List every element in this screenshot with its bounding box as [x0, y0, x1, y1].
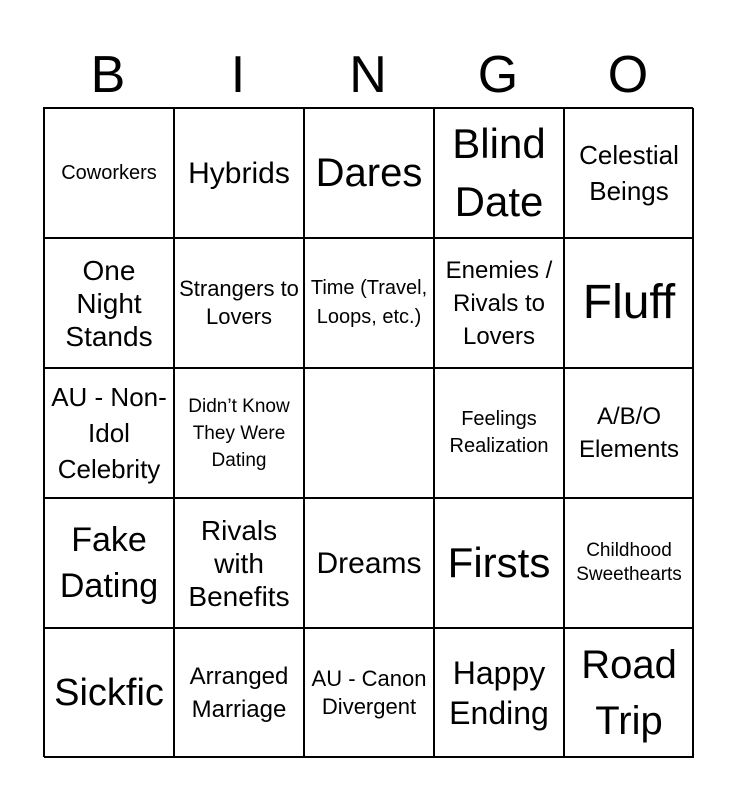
bingo-cell[interactable]: [564, 368, 694, 498]
cell-text: One Night Stands: [65, 254, 153, 352]
cell-text: Coworkers: [61, 161, 157, 184]
bingo-cell[interactable]: [434, 498, 564, 628]
cell-text: Road Trip: [581, 643, 677, 743]
bingo-cell[interactable]: [564, 108, 694, 238]
header-letter-i: I: [230, 46, 246, 104]
bingo-cell[interactable]: [304, 238, 434, 368]
bingo-cell[interactable]: [304, 498, 434, 628]
cell-text: AU - Canon Divergent: [311, 666, 427, 719]
bingo-cell[interactable]: [174, 108, 304, 238]
cell-text: Dreams: [316, 546, 422, 580]
header-letter-b: B: [90, 46, 126, 104]
bingo-cell[interactable]: [174, 368, 304, 498]
bingo-header: [43, 42, 693, 108]
bingo-cell[interactable]: [44, 108, 174, 238]
bingo-board: [43, 107, 693, 757]
cell-text: Firsts: [447, 539, 551, 586]
header-letter-n: N: [349, 46, 387, 104]
cell-text: A/B/O Elements: [578, 403, 680, 463]
bingo-cell[interactable]: [434, 628, 564, 758]
bingo-cell[interactable]: [434, 238, 564, 368]
cell-text: Time (Travel, Loops, etc.): [310, 277, 428, 328]
bingo-cell[interactable]: [434, 368, 564, 498]
cell-text: Childhood Sweethearts: [576, 540, 682, 585]
header-letter-g: G: [477, 46, 519, 104]
bingo-cell[interactable]: [564, 238, 694, 368]
cell-text: Happy Ending: [449, 655, 549, 731]
cell-text: Blind Date: [452, 120, 546, 225]
bingo-cell[interactable]: [44, 368, 174, 498]
cell-text: Feelings Realization: [449, 408, 549, 457]
cell-text: Strangers to Lovers: [179, 276, 299, 329]
cell-text: Hybrids: [188, 156, 290, 190]
cell-text: Fake Dating: [59, 521, 159, 605]
bingo-cell[interactable]: [564, 498, 694, 628]
bingo-cell[interactable]: [304, 628, 434, 758]
bingo-cell-free[interactable]: [304, 368, 434, 498]
cell-text: Sickfic: [54, 672, 164, 714]
bingo-cell[interactable]: [174, 238, 304, 368]
cell-text: Fluff: [582, 276, 676, 329]
cell-text: Enemies / Rivals to Lovers: [445, 256, 553, 350]
bingo-cell[interactable]: [174, 498, 304, 628]
bingo-cell[interactable]: [434, 108, 564, 238]
cell-text: Celestial Beings: [579, 140, 679, 206]
bingo-cell[interactable]: [564, 628, 694, 758]
cell-text: Arranged Marriage: [189, 663, 289, 723]
bingo-cell[interactable]: [174, 628, 304, 758]
header-letter-o: O: [607, 46, 649, 104]
cell-text: Didn’t Know They Were Dating: [188, 395, 290, 471]
bingo-cell[interactable]: [304, 108, 434, 238]
cell-text: Dares: [315, 151, 423, 195]
bingo-cell[interactable]: [44, 238, 174, 368]
cell-text: AU - Non-Idol Celebrity: [51, 382, 167, 484]
bingo-cell[interactable]: [44, 628, 174, 758]
cell-text: Rivals with Benefits: [188, 514, 290, 612]
bingo-cell[interactable]: [44, 498, 174, 628]
